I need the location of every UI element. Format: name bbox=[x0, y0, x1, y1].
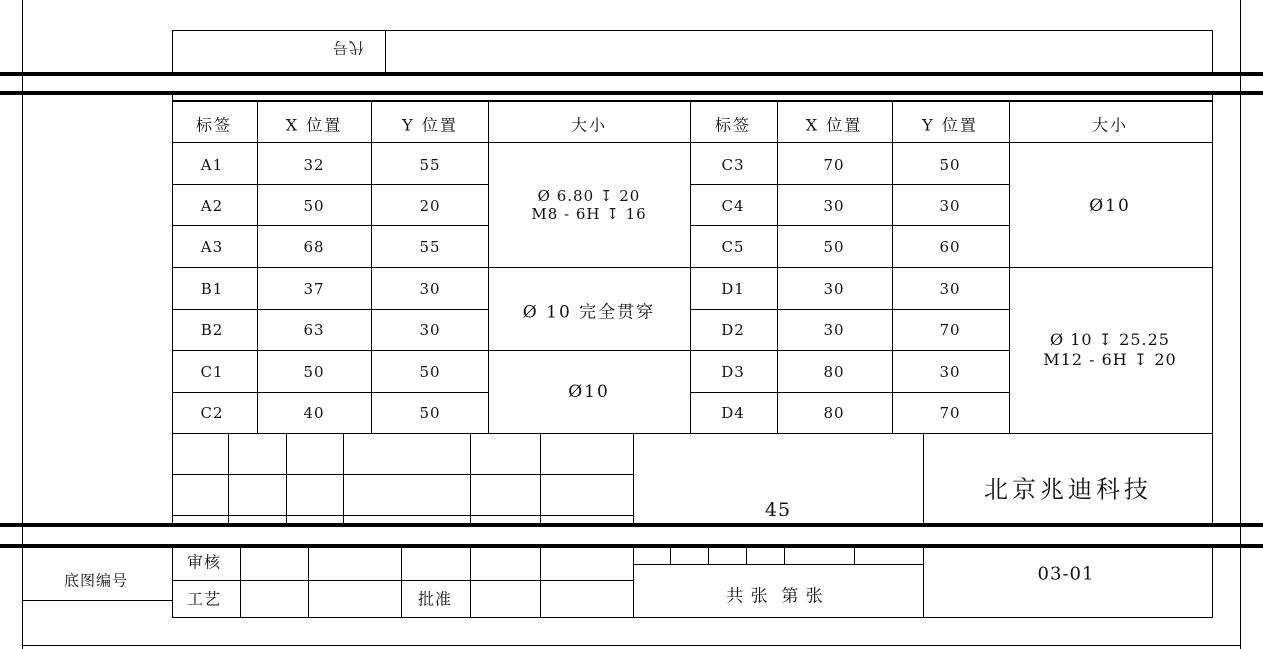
cell-x: 63 bbox=[303, 321, 325, 339]
page-border-left bbox=[22, 0, 23, 649]
cell-tag: C2 bbox=[200, 404, 224, 422]
col-line bbox=[488, 101, 489, 433]
header-x: X 位置 bbox=[285, 115, 343, 135]
row-line bbox=[690, 184, 1009, 185]
cell-y: 20 bbox=[419, 197, 441, 215]
cell-y: 30 bbox=[419, 321, 441, 339]
size-group-c-right: Ø10 bbox=[1089, 196, 1131, 216]
row-line bbox=[690, 350, 1009, 351]
approve-label: 批准 bbox=[417, 589, 453, 609]
cell-y: 70 bbox=[939, 404, 961, 422]
cell-x: 30 bbox=[823, 197, 845, 215]
scan-bar-3 bbox=[0, 523, 1263, 527]
tb-tick bbox=[854, 548, 855, 564]
header-y: Y 位置 bbox=[922, 115, 978, 135]
base-drawing-label: 底图编号 bbox=[63, 571, 129, 590]
tb-col bbox=[172, 548, 173, 618]
size-group-d: Ø 10 ↧ 25.25 M12 - 6H ↧ 20 bbox=[1043, 330, 1177, 369]
header-size: 大小 bbox=[570, 115, 608, 135]
cell-x: 30 bbox=[823, 280, 845, 298]
tb-col bbox=[470, 433, 471, 525]
row-line bbox=[172, 392, 489, 393]
tb-tick bbox=[784, 548, 785, 564]
scan-bar-2 bbox=[0, 91, 1263, 95]
cell-x: 40 bbox=[303, 404, 325, 422]
tb-line bbox=[172, 474, 633, 475]
cell-tag: D1 bbox=[721, 280, 745, 298]
page-border-bottom bbox=[22, 645, 1240, 646]
cell-y: 50 bbox=[419, 363, 441, 381]
cell-tag: B2 bbox=[200, 321, 224, 339]
cell-y: 30 bbox=[939, 197, 961, 215]
tb-tick bbox=[670, 548, 671, 564]
tb-col bbox=[540, 433, 541, 525]
cell-y: 30 bbox=[939, 363, 961, 381]
col-line bbox=[371, 101, 372, 433]
header-x: X 位置 bbox=[805, 115, 863, 135]
tb-line bbox=[172, 580, 633, 581]
cell-y: 60 bbox=[939, 238, 961, 256]
tb-col bbox=[633, 548, 634, 618]
company-name: 北京兆迪科技 bbox=[984, 475, 1152, 504]
cell-tag: C5 bbox=[721, 238, 745, 256]
cell-tag: B1 bbox=[200, 280, 224, 298]
table-left-line bbox=[172, 95, 173, 525]
cell-tag: C1 bbox=[200, 363, 224, 381]
col-line bbox=[257, 101, 258, 433]
cell-x: 70 bbox=[823, 156, 845, 174]
top-box-divider bbox=[385, 30, 386, 72]
tb-col bbox=[401, 548, 402, 618]
col-line bbox=[1009, 101, 1010, 433]
cell-y: 55 bbox=[419, 156, 441, 174]
top-box-left bbox=[172, 30, 173, 72]
row-line bbox=[690, 267, 1212, 268]
row-line bbox=[172, 225, 489, 226]
cell-tag: A3 bbox=[200, 238, 224, 256]
row-line bbox=[172, 309, 489, 310]
tb-line bbox=[172, 617, 1213, 618]
page-border-right bbox=[1240, 0, 1241, 649]
size-group-b: Ø 10 完全贯穿 bbox=[522, 302, 656, 323]
material-value: 45 bbox=[764, 499, 792, 521]
cell-y: 50 bbox=[419, 404, 441, 422]
cell-tag: D2 bbox=[721, 321, 745, 339]
cell-tag: D4 bbox=[721, 404, 745, 422]
row-line bbox=[172, 433, 1213, 434]
col-line bbox=[892, 101, 893, 433]
tb-col bbox=[1212, 548, 1213, 618]
cell-x: 30 bbox=[823, 321, 845, 339]
cell-tag: C3 bbox=[721, 156, 745, 174]
tb-col bbox=[470, 548, 471, 618]
tb-line bbox=[633, 564, 923, 565]
row-line bbox=[690, 392, 1009, 393]
tb-line bbox=[22, 600, 172, 601]
review-label: 审核 bbox=[186, 552, 222, 572]
cell-tag: A1 bbox=[200, 156, 224, 174]
cell-y: 55 bbox=[419, 238, 441, 256]
tb-col bbox=[923, 548, 924, 618]
cell-y: 70 bbox=[939, 321, 961, 339]
cell-y: 50 bbox=[939, 156, 961, 174]
cell-x: 80 bbox=[823, 363, 845, 381]
tb-col bbox=[228, 433, 229, 525]
cell-x: 50 bbox=[303, 363, 325, 381]
tb-col bbox=[633, 433, 634, 525]
header-y: Y 位置 bbox=[402, 115, 458, 135]
table-top-line bbox=[172, 100, 1213, 102]
top-box-top bbox=[172, 30, 1213, 31]
header-tag: 标签 bbox=[195, 115, 233, 135]
cell-x: 80 bbox=[823, 404, 845, 422]
tb-col bbox=[240, 548, 241, 618]
header-tag: 标签 bbox=[714, 115, 752, 135]
cell-x: 50 bbox=[823, 238, 845, 256]
table-right-line bbox=[1212, 95, 1213, 525]
cell-x: 37 bbox=[303, 280, 325, 298]
col-line bbox=[690, 101, 691, 433]
cell-y: 30 bbox=[939, 280, 961, 298]
cell-tag: A2 bbox=[200, 197, 224, 215]
tb-tick bbox=[746, 548, 747, 564]
top-box-right bbox=[1212, 30, 1213, 72]
cell-y: 30 bbox=[419, 280, 441, 298]
tb-line bbox=[172, 515, 633, 516]
tb-col bbox=[343, 433, 344, 525]
tb-tick bbox=[708, 548, 709, 564]
cell-tag: C4 bbox=[721, 197, 745, 215]
tb-col bbox=[540, 548, 541, 618]
row-line bbox=[172, 350, 690, 351]
row-line bbox=[690, 309, 1009, 310]
sheets-label: 共 张 第 张 bbox=[726, 586, 824, 607]
col-line bbox=[777, 101, 778, 433]
size-group-a: Ø 6.80 ↧ 20 M8 - 6H ↧ 16 bbox=[531, 187, 647, 223]
tb-col bbox=[286, 433, 287, 525]
cell-x: 32 bbox=[303, 156, 325, 174]
drawing-number: 03-01 bbox=[1037, 563, 1095, 585]
size-group-c: Ø10 bbox=[568, 382, 610, 402]
scan-bar-1 bbox=[0, 72, 1263, 76]
cell-tag: D3 bbox=[721, 363, 745, 381]
cell-x: 68 bbox=[303, 238, 325, 256]
row-line bbox=[172, 267, 690, 268]
cell-x: 50 bbox=[303, 197, 325, 215]
row-line bbox=[172, 184, 489, 185]
header-line bbox=[172, 142, 1213, 143]
tb-col bbox=[308, 548, 309, 618]
process-label: 工艺 bbox=[186, 589, 222, 609]
header-size: 大小 bbox=[1091, 115, 1129, 135]
tb-col bbox=[923, 433, 924, 525]
scan-bar-4 bbox=[0, 544, 1263, 548]
code-label: 代号 bbox=[331, 38, 365, 57]
row-line bbox=[690, 225, 1009, 226]
